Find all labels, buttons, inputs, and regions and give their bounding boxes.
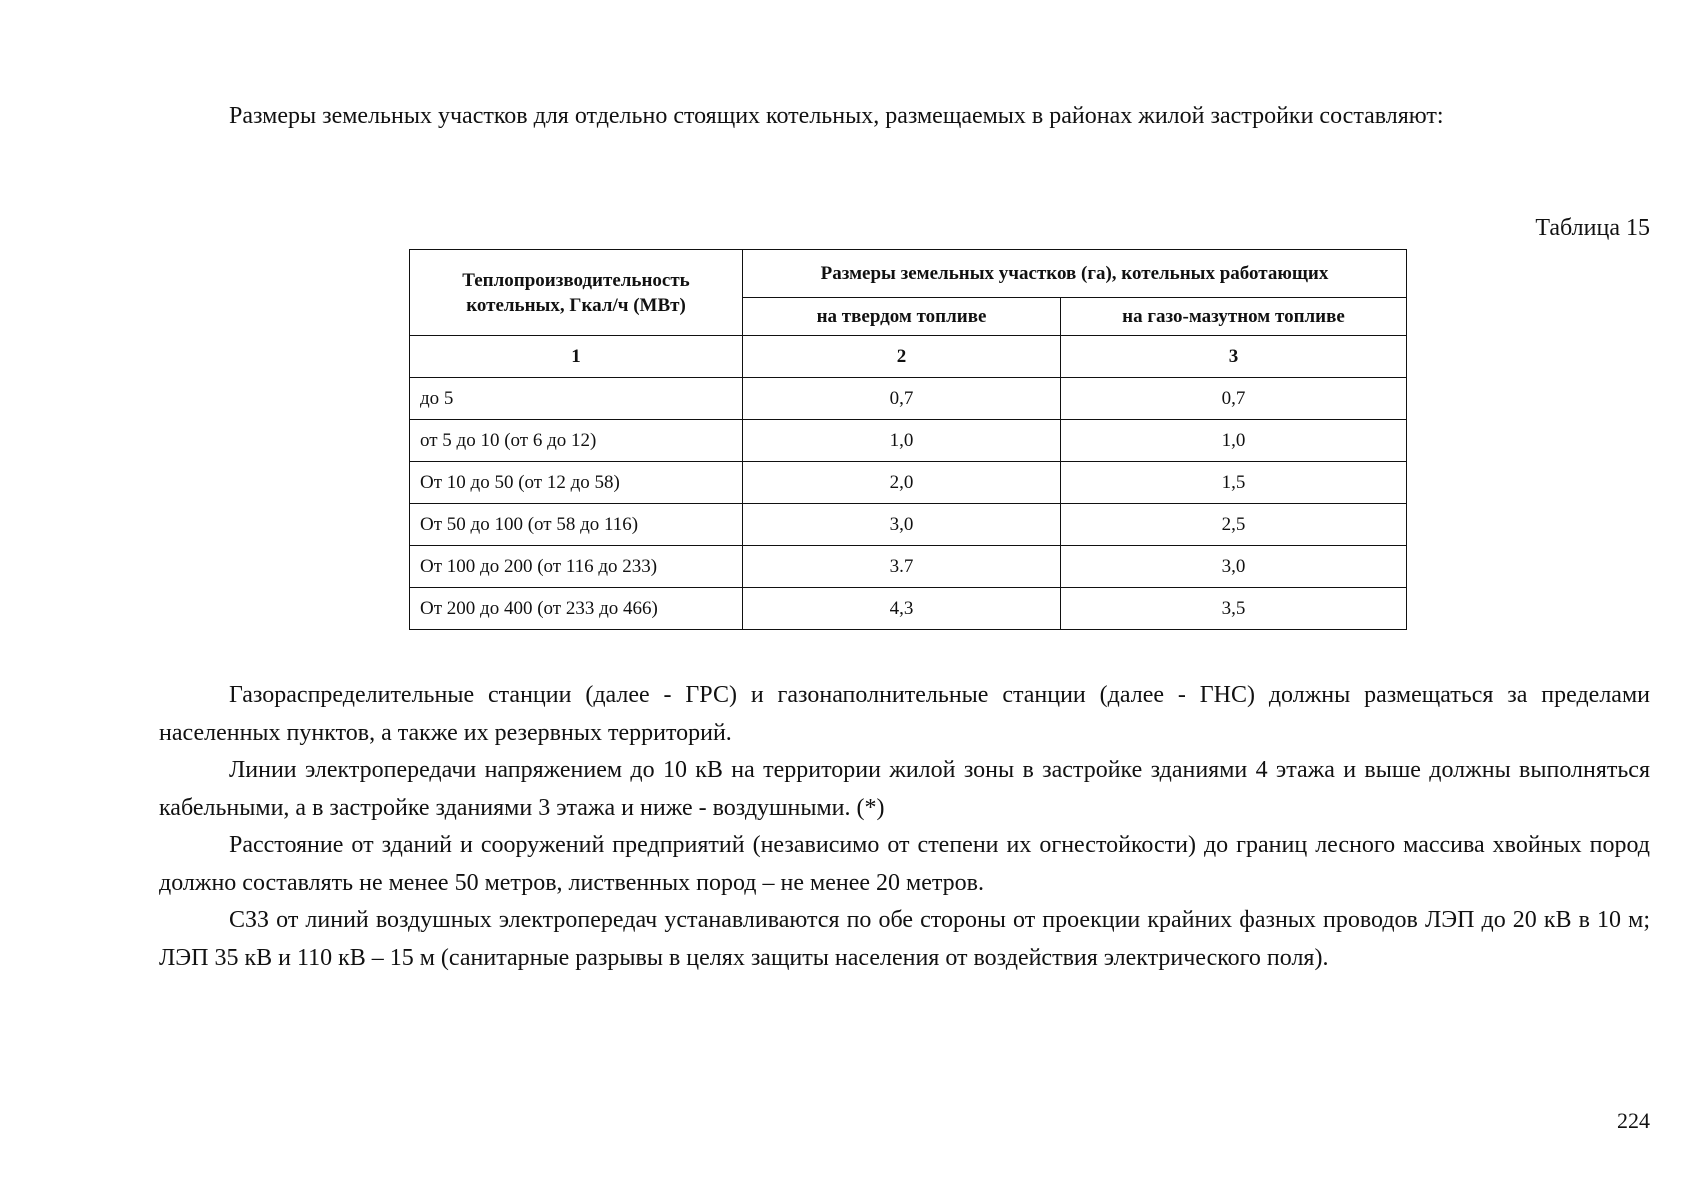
solid-fuel-cell: 3,0 — [743, 504, 1061, 546]
solid-fuel-cell: 3.7 — [743, 546, 1061, 588]
capacity-cell: от 5 до 10 (от 6 до 12) — [410, 420, 743, 462]
table-row — [410, 420, 1407, 462]
gas-fuel-cell: 0,7 — [1061, 378, 1407, 420]
capacity-cell: От 50 до 100 (от 58 до 116) — [410, 504, 743, 546]
table-row — [410, 378, 1407, 420]
solid-fuel-cell: 2,0 — [743, 462, 1061, 504]
table-row — [410, 588, 1407, 630]
paragraph-forest-distance: Расстояние от зданий и сооружений предприятий (независимо от степени их огнестойкости) до границ лесного массива хвойных пород должно составлять не менее 50 метров, лиственных пород – не менее 20 метров. — [159, 832, 1650, 896]
paragraph-gas-stations: Газораспределительные станции (далее - ГРС) и газонаполнительные станции (далее - ГНС) должны размещаться за пределами населенных пунктов, а также их резервных территорий. — [159, 682, 1650, 746]
column-number: 3 — [1061, 336, 1407, 378]
header-land-size: Размеры земельных участков (га), котельных работающих — [743, 250, 1407, 298]
gas-fuel-cell: 1,5 — [1061, 462, 1407, 504]
capacity-cell: От 100 до 200 (от 116 до 233) — [410, 546, 743, 588]
column-number: 2 — [743, 336, 1061, 378]
table-15 — [409, 249, 1407, 630]
gas-fuel-cell: 3,0 — [1061, 546, 1407, 588]
capacity-cell: От 200 до 400 (от 233 до 466) — [410, 588, 743, 630]
header-solid-fuel: на твердом топливе — [743, 298, 1061, 336]
gas-fuel-cell: 2,5 — [1061, 504, 1407, 546]
capacity-cell: до 5 — [410, 378, 743, 420]
table-row — [410, 546, 1407, 588]
intro-paragraph: Размеры земельных участков для отдельно стоящих котельных, размещаемых в районах жилой застройки составляют: — [229, 103, 1444, 129]
table-row — [410, 462, 1407, 504]
solid-fuel-cell: 0,7 — [743, 378, 1061, 420]
gas-fuel-cell: 1,0 — [1061, 420, 1407, 462]
gas-fuel-cell: 3,5 — [1061, 588, 1407, 630]
page-number: 224 — [1617, 1108, 1650, 1133]
column-number: 1 — [410, 336, 743, 378]
header-gas-fuel: на газо-мазутном топливе — [1061, 298, 1407, 336]
header-heat-capacity: Теплопроизводительность котельных, Гкал/ч (МВт) — [410, 250, 743, 336]
solid-fuel-cell: 4,3 — [743, 588, 1061, 630]
solid-fuel-cell: 1,0 — [743, 420, 1061, 462]
paragraph-power-lines: Линии электропередачи напряжением до 10 кВ на территории жилой зоны в застройке зданиями 4 этажа и выше должны выполняться кабельными, а в застройке зданиями 3 этажа и ниже - воздушными. (*) — [159, 757, 1650, 821]
table-caption: Таблица 15 — [1535, 215, 1650, 241]
table-row — [410, 504, 1407, 546]
capacity-cell: От 10 до 50 (от 12 до 58) — [410, 462, 743, 504]
paragraph-sanitary-zone: СЗЗ от линий воздушных электропередач устанавливаются по обе стороны от проекции крайних фазных проводов ЛЭП до 20 кВ в 10 м; ЛЭП 35 кВ и 110 кВ – 15 м (санитарные разрывы в целях защиты населения от воздействия электрического поля). — [159, 907, 1650, 971]
